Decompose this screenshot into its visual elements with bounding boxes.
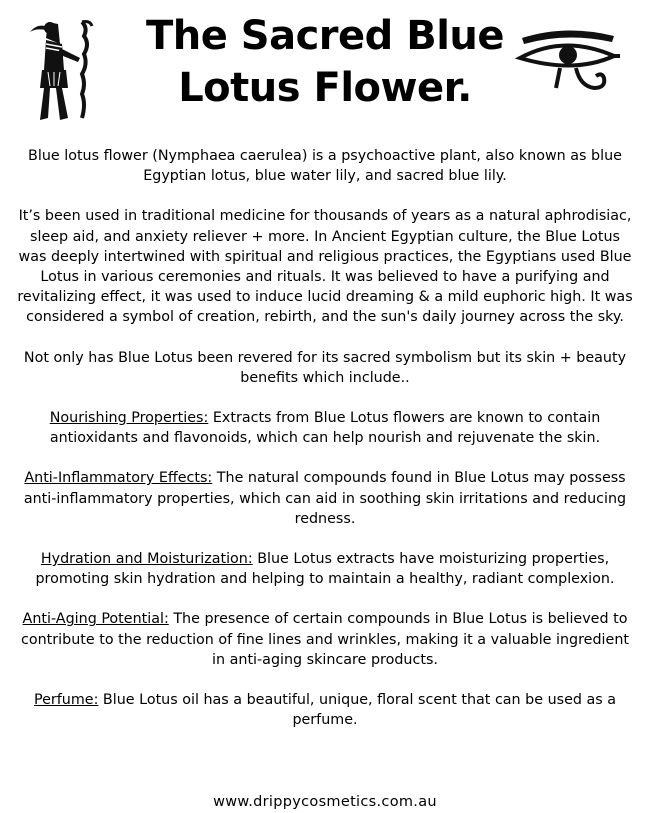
intro-paragraph-1: Blue lotus flower (Nymphaea caerulea) is a psychoactive plant, also known as blue Egyptian lotus, blue water lily, and sacred blue lily. <box>28 148 622 185</box>
benefit-heading: Hydration and Moisturization: <box>40 551 253 568</box>
benefit-heading: Perfume: <box>33 692 99 709</box>
benefit-text: Extracts from Blue Lotus flowers are known to contain antioxidants and flavonoids, which can help nourish and rejuvenate the skin. <box>49 410 601 447</box>
benefit-heading: Anti-Inflammatory Effects: <box>24 470 213 487</box>
benefit-item <box>14 609 636 670</box>
eye-of-horus-icon <box>514 28 622 98</box>
intro-paragraph-2: It’s been used in traditional medicine for thousands of years as a natural aphrodisiac, sleep aid, and anxiety reliever + more. In Ancient Egyptian culture, the Blue Lotus was deeply intertwined with spiritual and religious practices, the Egyptians used Blue Lotus in various ceremonies and rituals. It was believed to have a purifying and revitalizing effect, it was used to induce lucid dreaming & a mild euphoric high. It was considered a symbol of creation, rebirth, and the sun's daily journey across the sky. <box>17 208 633 326</box>
website-footer: www.drippycosmetics.com.au <box>213 794 437 810</box>
body-content <box>14 146 636 750</box>
benefit-item <box>14 690 636 730</box>
benefit-heading: Nourishing Properties: <box>49 410 209 427</box>
title-line-2: Lotus Flower. <box>178 65 472 111</box>
title-line-1: The Sacred Blue <box>145 13 505 59</box>
benefit-text: The natural compounds found in Blue Lotus may possess anti-inflammatory properties, which can aid in soothing skin irritations and reducing redness. <box>23 470 627 527</box>
benefit-item <box>14 468 636 529</box>
egyptian-god-thoth-icon <box>28 14 100 124</box>
benefit-item <box>14 408 636 448</box>
benefit-heading: Anti-Aging Potential: <box>22 611 169 628</box>
intro-paragraph-3: Not only has Blue Lotus been revered for its sacred symbolism but its skin + beauty benefits which include.. <box>23 349 627 386</box>
benefit-item <box>14 549 636 589</box>
page-title <box>120 10 530 114</box>
benefit-text: Blue Lotus extracts have moisturizing properties, promoting skin hydration and helping to maintain a healthy, radiant complexion. <box>35 551 615 588</box>
benefit-text: The presence of certain compounds in Blue Lotus is believed to contribute to the reduction of fine lines and wrinkles, making it a valuable ingredient in anti-aging skincare products. <box>21 611 629 668</box>
benefit-text: Blue Lotus oil has a beautiful, unique, floral scent that can be used as a perfume. <box>98 692 617 729</box>
